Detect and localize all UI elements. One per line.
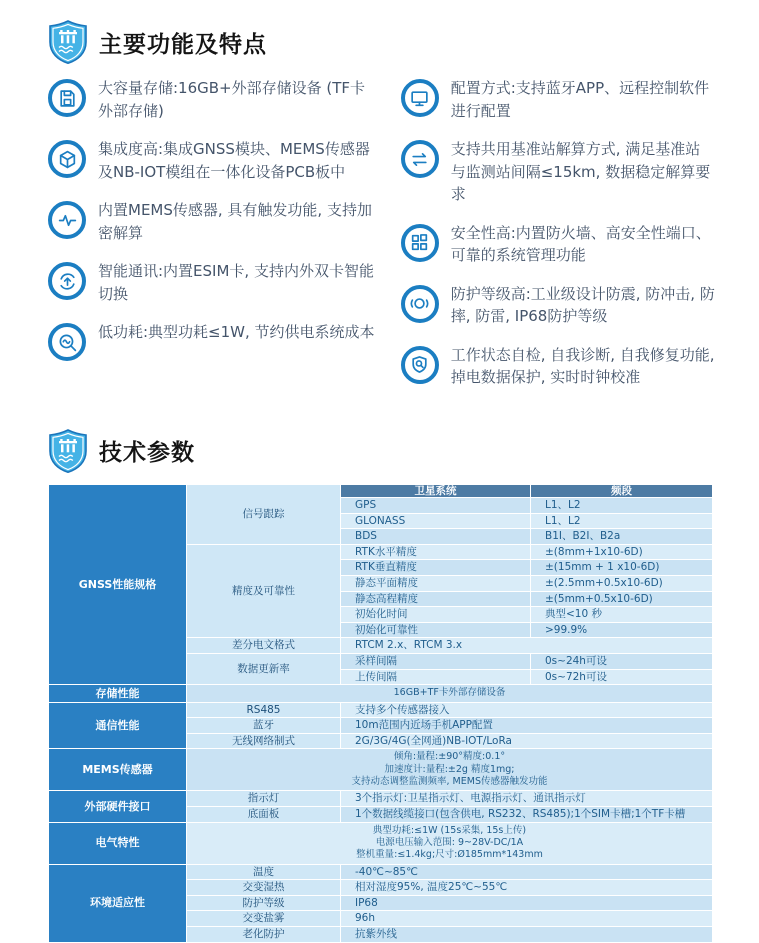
spec-cell-value: ±(5mm+0.5x10-6D) bbox=[531, 591, 713, 607]
spec-cell-value: 初始化时间 bbox=[341, 607, 531, 623]
feature-text: 智能通讯:内置ESIM卡, 支持内外双卡智能切换 bbox=[98, 262, 374, 303]
spec-cell-value: 支持多个传感器接入 bbox=[341, 702, 713, 718]
spec-cell-line: 支持动态调整监测频率, MEMS传感器触发功能 bbox=[351, 776, 548, 788]
feature-item bbox=[401, 138, 715, 206]
feature-item bbox=[48, 138, 379, 183]
feature-item bbox=[401, 222, 715, 267]
specs-section bbox=[48, 429, 715, 943]
feature-text: 内置MEMS传感器, 具有触发功能, 支持加密解算 bbox=[98, 201, 372, 242]
spec-cell-value: BDS bbox=[341, 529, 531, 545]
spec-cell-value: -40℃~85℃ bbox=[341, 864, 713, 880]
spec-cell-subcategory: 温度 bbox=[187, 864, 341, 880]
feature-text: 大容量存储:16GB+外部存储设备 (TF卡外部存储) bbox=[98, 79, 366, 120]
spec-cell-value: 上传间隔 bbox=[341, 669, 531, 685]
spec-cell-value: 1个数据线缆接口(包含供电, RS232、RS485);1个SIM卡槽;1个TF卡槽 bbox=[341, 806, 713, 822]
spec-cell-value: 2G/3G/4G(全网通)NB-IOT/LoRa bbox=[341, 733, 713, 749]
spec-cell-value: 静态高程精度 bbox=[341, 591, 531, 607]
feature-item bbox=[401, 77, 715, 122]
spec-cell-value: 0s~72h可设 bbox=[531, 669, 713, 685]
spec-cell-subcategory: 交变湿热 bbox=[187, 880, 341, 896]
feature-text: 工作状态自检, 自我诊断, 自我修复功能, 掉电数据保护, 实时时钟校准 bbox=[450, 345, 715, 386]
modules-grid-icon bbox=[401, 224, 439, 262]
shield-search-icon bbox=[401, 346, 439, 384]
spec-cell-line: 加速度计:量程:±2g 精度1mg; bbox=[384, 763, 515, 775]
spec-cell-line: 典型功耗:≤1W (15s采集, 15s上传) bbox=[372, 824, 527, 836]
spec-cell-subcategory: 交变盐雾 bbox=[187, 911, 341, 927]
feature-text: 安全性高:内置防火墙、高安全性端口、可靠的系统管理功能 bbox=[450, 223, 711, 264]
spec-cell-value: B1I、B2I、B2a bbox=[531, 529, 713, 545]
sync-arrows-icon bbox=[48, 262, 86, 300]
feature-item bbox=[401, 344, 715, 389]
spec-cell-value: L1、L2 bbox=[531, 513, 713, 529]
spec-cell-subcategory: 精度及可靠性 bbox=[187, 544, 341, 638]
spec-cell-subcategory: 蓝牙 bbox=[187, 718, 341, 734]
spec-cell-value-center: 16GB+TF卡外部存储设备 bbox=[187, 685, 713, 702]
spec-cell-header: 卫星系统 bbox=[341, 484, 531, 498]
spec-cell-value: RTK垂直精度 bbox=[341, 560, 531, 576]
spec-cell-category: 外部硬件接口 bbox=[49, 791, 187, 822]
feature-item bbox=[401, 283, 715, 328]
spec-cell-category: MEMS传感器 bbox=[49, 749, 187, 791]
spec-row bbox=[49, 822, 713, 864]
specs-section-title: 技术参数 bbox=[99, 440, 195, 466]
spec-cell-subcategory: 防护等级 bbox=[187, 895, 341, 911]
specs-table-body bbox=[49, 484, 713, 942]
spec-cell-value: GPS bbox=[341, 498, 531, 514]
spec-cell-value: RTK水平精度 bbox=[341, 544, 531, 560]
spec-cell-value: >99.9% bbox=[531, 622, 713, 638]
spec-cell-value: ±(2.5mm+0.5x10-6D) bbox=[531, 576, 713, 592]
feature-text: 支持共用基准站解算方式, 满足基准站与监测站间隔≤15km, 数据稳定解算要求 bbox=[450, 140, 711, 203]
spec-cell-subcategory: RS485 bbox=[187, 702, 341, 718]
feature-text: 集成度高:集成GNSS模块、MEMS传感器及NB-IOT模组在一体化设备PCB板中 bbox=[98, 140, 370, 181]
spec-cell-value: 典型<10 秒 bbox=[531, 607, 713, 623]
spec-cell-header: 频段 bbox=[531, 484, 713, 498]
features-section-header bbox=[48, 20, 715, 64]
spec-row bbox=[49, 791, 713, 807]
feature-text: 低功耗:典型功耗≤1W, 节约供电系统成本 bbox=[98, 323, 375, 341]
spec-cell-subcategory: 数据更新率 bbox=[187, 654, 341, 685]
shield-dam-icon bbox=[48, 429, 88, 473]
spec-cell-category: 环境适应性 bbox=[49, 864, 187, 942]
spec-cell-value: 96h bbox=[341, 911, 713, 927]
spec-cell-value: 0s~24h可设 bbox=[531, 654, 713, 670]
vibration-icon bbox=[401, 285, 439, 323]
spec-cell-category: 存储性能 bbox=[49, 685, 187, 702]
spec-cell-subcategory: 底面板 bbox=[187, 806, 341, 822]
spec-cell-value: 初始化可靠性 bbox=[341, 622, 531, 638]
spec-cell-subcategory: 老化防护 bbox=[187, 926, 341, 942]
feature-item bbox=[48, 199, 379, 244]
spec-row bbox=[49, 702, 713, 718]
spec-cell-value: L1、L2 bbox=[531, 498, 713, 514]
spec-row bbox=[49, 685, 713, 702]
spec-cell-subcategory: 信号跟踪 bbox=[187, 484, 341, 544]
spec-cell-category: GNSS性能规格 bbox=[49, 484, 187, 685]
exchange-icon bbox=[401, 140, 439, 178]
spec-cell-value: 相对湿度95%, 温度25℃~55℃ bbox=[341, 880, 713, 896]
feature-item bbox=[48, 260, 379, 305]
feature-item bbox=[48, 77, 379, 122]
magnifier-wave-icon bbox=[48, 323, 86, 361]
spec-cell-value: 采样间隔 bbox=[341, 654, 531, 670]
shield-dam-icon bbox=[48, 20, 88, 64]
cube-icon bbox=[48, 140, 86, 178]
features-column-left bbox=[48, 77, 379, 405]
spec-cell-value-center bbox=[187, 749, 713, 791]
floppy-disk-icon bbox=[48, 79, 86, 117]
specs-table bbox=[48, 484, 713, 943]
spec-cell-line: 电源电压输入范围: 9~28V-DC/1A bbox=[375, 836, 524, 848]
spec-cell-value: 静态平面精度 bbox=[341, 576, 531, 592]
spec-cell-line: 倾角:量程:±90°精度:0.1° bbox=[393, 751, 506, 763]
feature-text: 配置方式:支持蓝牙APP、远程控制软件进行配置 bbox=[450, 79, 710, 120]
spec-row bbox=[49, 484, 713, 498]
feature-text: 防护等级高:工业级设计防震, 防冲击, 防摔, 防雷, IP68防护等级 bbox=[450, 284, 715, 325]
spec-cell-value: ±(15mm + 1 x10-6D) bbox=[531, 560, 713, 576]
monitor-icon bbox=[401, 79, 439, 117]
spec-cell-value: IP68 bbox=[341, 895, 713, 911]
spec-cell-subcategory: 指示灯 bbox=[187, 791, 341, 807]
spec-row bbox=[49, 749, 713, 791]
spec-cell-value: ±(8mm+1x10-6D) bbox=[531, 544, 713, 560]
spec-cell-value: 抗紫外线 bbox=[341, 926, 713, 942]
spec-row bbox=[49, 864, 713, 880]
spec-cell-value: GLONASS bbox=[341, 513, 531, 529]
features-section-title: 主要功能及特点 bbox=[99, 31, 267, 58]
spec-cell-subcategory: 差分电文格式 bbox=[187, 638, 341, 654]
spec-cell-value: 3个指示灯:卫星指示灯、电源指示灯、通讯指示灯 bbox=[341, 791, 713, 807]
spec-cell-line: 整机重量:≤1.4kg;尺寸:Ø185mm*143mm bbox=[356, 849, 543, 861]
specs-section-header bbox=[48, 429, 715, 473]
spec-cell-category: 电气特性 bbox=[49, 822, 187, 864]
feature-item bbox=[48, 321, 379, 361]
spec-cell-category: 通信性能 bbox=[49, 702, 187, 749]
features-column-right bbox=[401, 77, 715, 405]
features-grid bbox=[48, 77, 715, 405]
pulse-icon bbox=[48, 201, 86, 239]
spec-cell-subcategory: 无线网络制式 bbox=[187, 733, 341, 749]
spec-cell-value: RTCM 2.x、RTCM 3.x bbox=[341, 638, 713, 654]
spec-cell-value-center bbox=[187, 822, 713, 864]
spec-cell-value: 10m范围内近场手机APP配置 bbox=[341, 718, 713, 734]
